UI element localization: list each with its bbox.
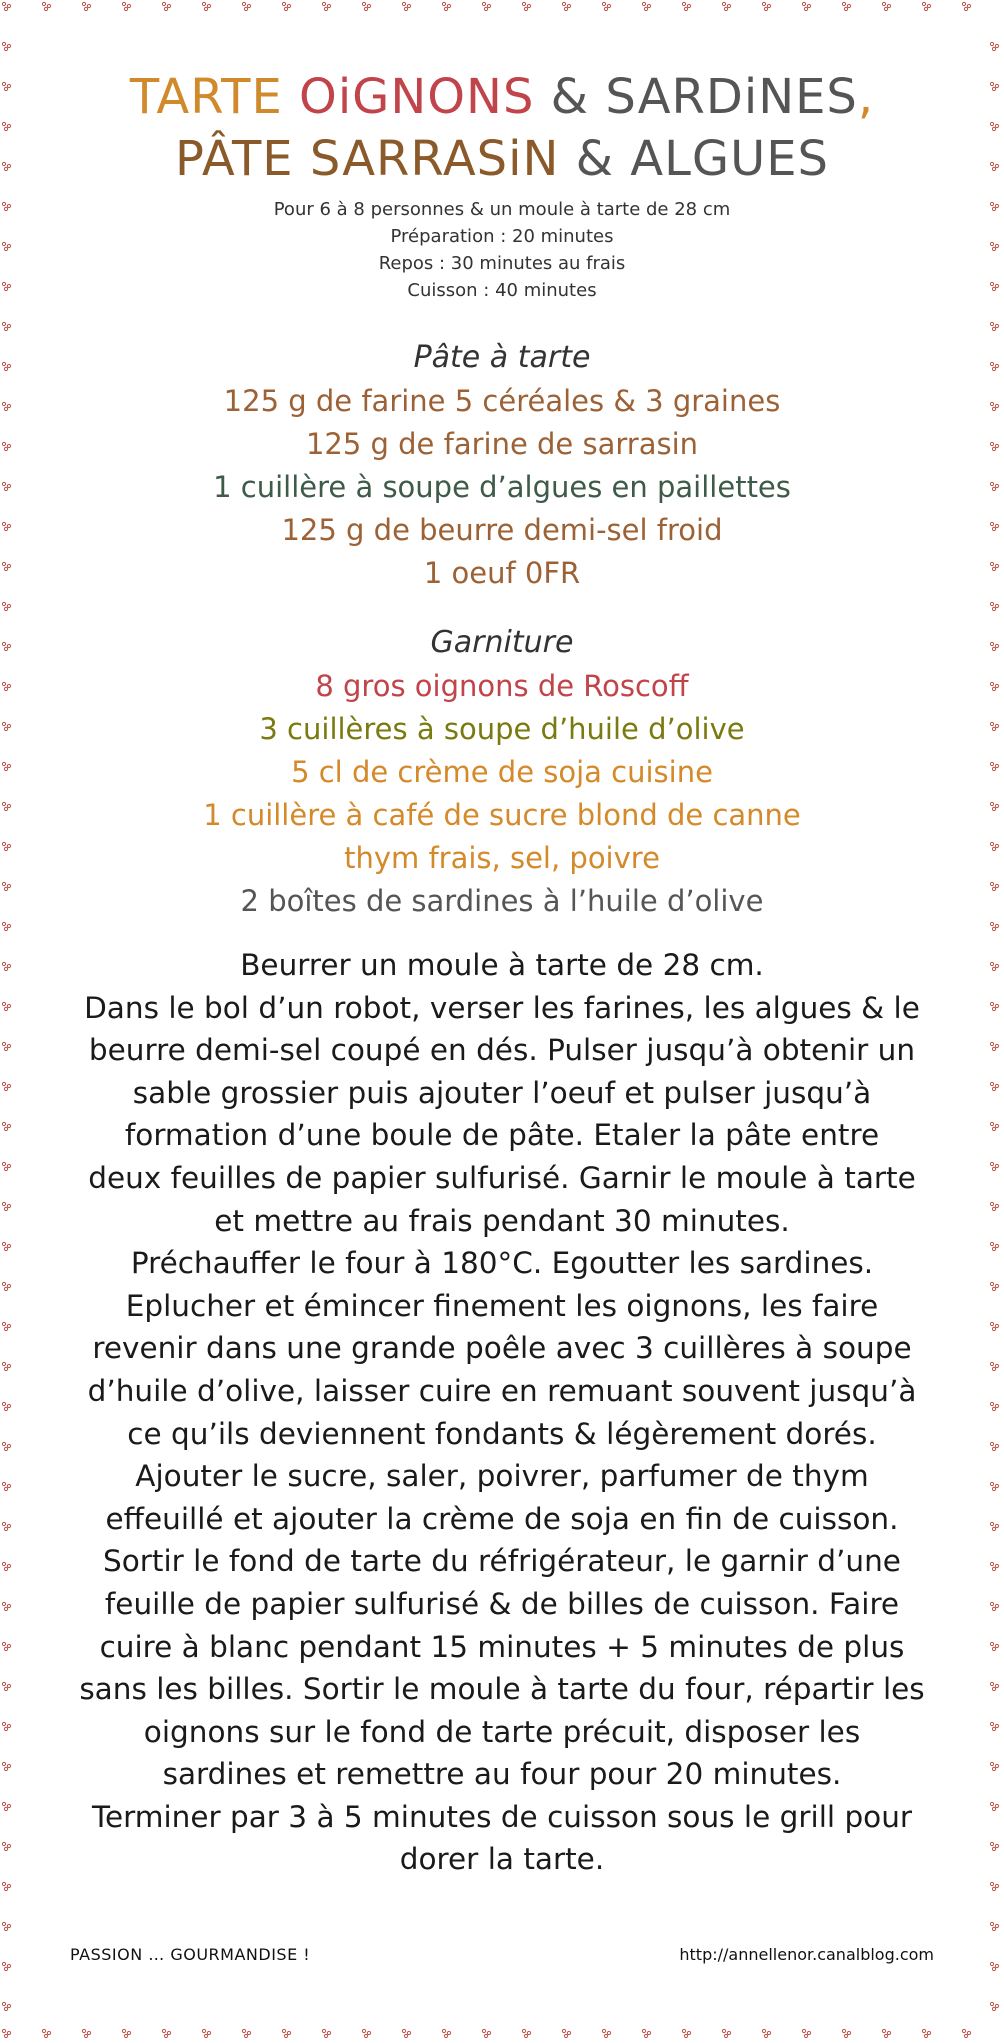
border-dot-icon: [242, 2029, 250, 2037]
border-dot-icon: [482, 2, 490, 10]
method-line: Terminer par 3 à 5 minutes de cuisson sous le grill pour: [91, 1799, 913, 1834]
border-dot-icon: [2, 2029, 10, 2037]
meta-cooking: Cuisson : 40 minutes: [407, 280, 597, 301]
method-line: sable grossier puis ajouter l’oeuf et pulser jusqu’à: [132, 1075, 872, 1110]
ingredient-item: 3 cuillères à soupe d’huile d’olive: [259, 712, 745, 746]
border-dot-icon: [2, 1122, 10, 1130]
border-dot-icon: [990, 82, 998, 90]
border-dot-icon: [990, 1402, 998, 1410]
border-dot-icon: [2, 1722, 10, 1730]
method-line: Ajouter le sucre, saler, poivrer, parfumer de thym: [135, 1459, 869, 1494]
border-dot-icon: [990, 1682, 998, 1690]
border-dot-icon: [2, 1442, 10, 1450]
method-line: feuille de papier sulfurisé & de billes de cuisson. Faire: [104, 1586, 900, 1621]
border-dot-icon: [442, 2029, 450, 2037]
border-dot-icon: [2, 522, 10, 530]
border-dot-icon: [990, 1362, 998, 1370]
border-dot-icon: [2, 1562, 10, 1570]
border-dot-icon: [990, 1162, 998, 1170]
border-dot-icon: [802, 2, 810, 10]
border-dot-icon: [990, 362, 998, 370]
border-dot-icon: [2, 1362, 10, 1370]
border-dot-icon: [990, 42, 998, 50]
border-dot-icon: [2, 1642, 10, 1650]
border-dot-icon: [990, 1842, 998, 1850]
method-line: revenir dans une grande poêle avec 3 cuillères à soupe: [92, 1331, 912, 1366]
method-line: Beurrer un moule à tarte de 28 cm.: [240, 948, 764, 982]
border-dot-icon: [242, 2, 250, 10]
border-dot-icon: [990, 482, 998, 490]
method-line: d’huile d’olive, laisser cuire en remuant souvent jusqu’à: [87, 1373, 917, 1408]
border-dot-icon: [2, 282, 10, 290]
border-dot-icon: [42, 2029, 50, 2037]
border-dot-icon: [2, 1922, 10, 1930]
method-line: sans les billes. Sortir le moule à tarte du four, répartir les: [79, 1672, 925, 1707]
title-line1-part-2: & SARDiNES: [534, 69, 858, 125]
border-dot-icon: [2, 1762, 10, 1770]
border-dot-icon: [402, 2029, 410, 2037]
ingredient-item: 125 g de farine de sarrasin: [305, 427, 699, 461]
meta-preparation: Préparation : 20 minutes: [390, 226, 614, 247]
border-dot-icon: [802, 2029, 810, 2037]
border-dot-icon: [990, 1242, 998, 1250]
border-dot-icon: [922, 2, 930, 10]
border-dot-icon: [990, 1762, 998, 1770]
border-dot-icon: [842, 2, 850, 10]
border-dot-icon: [2, 202, 10, 210]
ingredient-item: 1 oeuf 0FR: [423, 556, 581, 590]
border-dot-icon: [990, 602, 998, 610]
title-line-1: [130, 69, 874, 125]
border-dot-icon: [602, 2029, 610, 2037]
border-dot-icon: [990, 1442, 998, 1450]
border-dot-icon: [990, 1042, 998, 1050]
border-dot-icon: [2, 722, 10, 730]
border-dot-icon: [2, 842, 10, 850]
border-dot-icon: [2, 482, 10, 490]
border-dot-icon: [2, 1402, 10, 1410]
method-line: Eplucher et émincer finement les oignons, les faire: [125, 1288, 879, 1323]
border-dot-icon: [2, 1802, 10, 1810]
garniture-ingredients: [40, 665, 964, 923]
ingredient-item: 125 g de beurre demi-sel froid: [281, 513, 723, 547]
border-dot-icon: [42, 2, 50, 10]
ingredient-item: 125 g de farine 5 céréales & 3 graines: [223, 384, 781, 418]
border-dot-icon: [990, 1482, 998, 1490]
border-dot-icon: [990, 282, 998, 290]
border-dot-icon: [762, 2, 770, 10]
border-dot-icon: [990, 882, 998, 890]
border-dot-icon: [882, 2029, 890, 2037]
border-dot-icon: [2, 962, 10, 970]
method-line: Préchauffer le four à 180°C. Egoutter les sardines.: [130, 1246, 874, 1281]
border-dot-icon: [202, 2, 210, 10]
border-dot-icon: [2, 602, 10, 610]
border-dot-icon: [2, 762, 10, 770]
pate-heading: Pâte à tarte: [413, 340, 591, 375]
border-dot-icon: [990, 522, 998, 530]
border-dot-icon: [162, 2, 170, 10]
meta-servings: Pour 6 à 8 personnes & un moule à tarte de 28 cm: [273, 199, 731, 220]
border-dot-icon: [922, 2029, 930, 2037]
border-dot-icon: [202, 2029, 210, 2037]
border-dot-icon: [990, 1202, 998, 1210]
ingredient-item: 1 cuillère à café de sucre blond de canne: [203, 798, 801, 832]
border-dot-icon: [2, 42, 10, 50]
border-dot-icon: [122, 2, 130, 10]
border-dot-icon: [990, 1882, 998, 1890]
border-dot-icon: [2, 1322, 10, 1330]
border-dot-icon: [990, 322, 998, 330]
border-dot-icon: [990, 762, 998, 770]
border-dot-icon: [362, 2029, 370, 2037]
border-dot-icon: [2, 922, 10, 930]
method-line: oignons sur le fond de tarte précuit, disposer les: [143, 1714, 861, 1749]
border-dot-icon: [2, 1042, 10, 1050]
footer-url[interactable]: http://annellenor.canalblog.com: [679, 1945, 934, 1964]
border-dot-icon: [642, 2, 650, 10]
ingredient-item: 8 gros oignons de Roscoff: [315, 669, 689, 703]
pate-ingredients: [40, 380, 964, 595]
border-dot-icon: [282, 2029, 290, 2037]
border-dot-icon: [990, 242, 998, 250]
border-dot-icon: [82, 2029, 90, 2037]
border-dot-icon: [402, 2, 410, 10]
meta-rest: Repos : 30 minutes au frais: [378, 253, 626, 274]
border-dot-icon: [990, 722, 998, 730]
border-dot-icon: [562, 2029, 570, 2037]
border-dot-icon: [2, 1162, 10, 1170]
border-dot-icon: [2, 2002, 10, 2010]
ingredient-item: 1 cuillère à soupe d’algues en paillettes: [213, 470, 791, 504]
border-dot-icon: [482, 2029, 490, 2037]
title-line-2: [175, 131, 829, 187]
ingredient-item: 5 cl de crème de soja cuisine: [291, 755, 713, 789]
border-dot-icon: [990, 962, 998, 970]
border-dot-icon: [2, 242, 10, 250]
border-dot-icon: [2, 802, 10, 810]
border-dot-icon: [2, 682, 10, 690]
border-dot-icon: [2, 1082, 10, 1090]
border-dot-icon: [282, 2, 290, 10]
border-dot-icon: [990, 1802, 998, 1810]
border-dot-icon: [2, 1202, 10, 1210]
border-dot-icon: [2, 1682, 10, 1690]
border-dot-icon: [990, 1322, 998, 1330]
border-dot-icon: [162, 2029, 170, 2037]
border-dot-icon: [362, 2, 370, 10]
border-dot-icon: [990, 402, 998, 410]
border-dot-icon: [990, 1082, 998, 1090]
title-line2-part-0: PÂTE SARRASiN: [174, 131, 560, 187]
border-dot-icon: [990, 1522, 998, 1530]
border-dot-icon: [2, 1522, 10, 1530]
border-dot-icon: [990, 162, 998, 170]
border-dot-icon: [322, 2, 330, 10]
footer-slogan: PASSION … GOURMANDISE !: [70, 1945, 311, 1964]
title-line2-part-1: & ALGUES: [559, 131, 830, 187]
recipe-method: [40, 944, 964, 1881]
border-dot-icon: [990, 1002, 998, 1010]
border-dot-icon: [2, 402, 10, 410]
border-dot-icon: [990, 202, 998, 210]
method-line: ce qu’ils deviennent fondants & légèrement dorés.: [127, 1416, 877, 1451]
border-dot-icon: [682, 2029, 690, 2037]
border-dot-icon: [322, 2029, 330, 2037]
border-dot-icon: [722, 2, 730, 10]
recipe-title: [40, 66, 964, 190]
border-dot-icon: [990, 922, 998, 930]
border-dot-icon: [522, 2, 530, 10]
method-line: Dans le bol d’un robot, verser les farines, les algues & le: [84, 990, 920, 1025]
border-dot-icon: [2, 1242, 10, 1250]
border-dot-icon: [990, 1562, 998, 1570]
border-dot-icon: [990, 682, 998, 690]
border-dot-icon: [642, 2029, 650, 2037]
method-line: dorer la tarte.: [399, 1842, 605, 1877]
border-dot-icon: [990, 802, 998, 810]
border-dot-icon: [990, 1282, 998, 1290]
border-dot-icon: [2, 1882, 10, 1890]
ingredient-item: thym frais, sel, poivre: [344, 841, 660, 875]
border-dot-icon: [2, 322, 10, 330]
border-dot-icon: [990, 122, 998, 130]
border-dot-icon: [2, 162, 10, 170]
border-dot-icon: [562, 2, 570, 10]
border-dot-icon: [990, 1962, 998, 1970]
border-dot-icon: [442, 2, 450, 10]
title-line1-part-3: ,: [857, 69, 875, 125]
method-line: Sortir le fond de tarte du réfrigérateur, le garnir d’une: [103, 1544, 901, 1579]
border-dot-icon: [990, 842, 998, 850]
border-dot-icon: [990, 1722, 998, 1730]
border-dot-icon: [2, 442, 10, 450]
border-dot-icon: [2, 882, 10, 890]
border-dot-icon: [762, 2029, 770, 2037]
border-dot-icon: [2, 82, 10, 90]
method-line: deux feuilles de papier sulfurisé. Garnir le moule à tarte: [88, 1160, 916, 1195]
border-dot-icon: [990, 2002, 998, 2010]
border-dot-icon: [2, 1842, 10, 1850]
border-dot-icon: [962, 2029, 970, 2037]
method-line: beurre demi-sel coupé en dés. Pulser jusqu’à obtenir un: [88, 1033, 916, 1068]
border-dot-icon: [962, 2, 970, 10]
method-line: sardines et remettre au four pour 20 minutes.: [162, 1757, 842, 1792]
garniture-heading: Garniture: [430, 625, 574, 660]
border-dot-icon: [122, 2029, 130, 2037]
border-dot-icon: [990, 1642, 998, 1650]
method-line: formation d’une boule de pâte. Etaler la pâte entre: [124, 1118, 880, 1153]
border-dot-icon: [722, 2029, 730, 2037]
border-dot-icon: [882, 2, 890, 10]
method-line: effeuillé et ajouter la crème de soja en fin de cuisson.: [105, 1501, 899, 1536]
method-line: cuire à blanc pendant 15 minutes + 5 minutes de plus: [99, 1629, 905, 1664]
recipe-meta: [40, 196, 964, 304]
border-dot-icon: [2, 1602, 10, 1610]
border-dot-icon: [2, 362, 10, 370]
ingredient-item: 2 boîtes de sardines à l’huile d’olive: [240, 884, 764, 918]
border-dot-icon: [990, 442, 998, 450]
border-dot-icon: [990, 642, 998, 650]
border-dot-icon: [2, 122, 10, 130]
border-dot-icon: [990, 1922, 998, 1930]
border-dot-icon: [990, 562, 998, 570]
border-dot-icon: [602, 2, 610, 10]
border-dot-icon: [990, 1122, 998, 1130]
border-dot-icon: [2, 562, 10, 570]
border-dot-icon: [682, 2, 690, 10]
title-line1-part-0: TARTE: [129, 69, 300, 125]
border-dot-icon: [2, 1962, 10, 1970]
border-dot-icon: [990, 1602, 998, 1610]
border-dot-icon: [82, 2, 90, 10]
title-line1-part-1: OiGNONS: [299, 69, 535, 125]
border-dot-icon: [2, 642, 10, 650]
border-dot-icon: [2, 2, 10, 10]
border-dot-icon: [842, 2029, 850, 2037]
border-dot-icon: [2, 1282, 10, 1290]
method-line: et mettre au frais pendant 30 minutes.: [214, 1203, 790, 1238]
border-dot-icon: [2, 1002, 10, 1010]
border-dot-icon: [2, 1482, 10, 1490]
border-dot-icon: [522, 2029, 530, 2037]
